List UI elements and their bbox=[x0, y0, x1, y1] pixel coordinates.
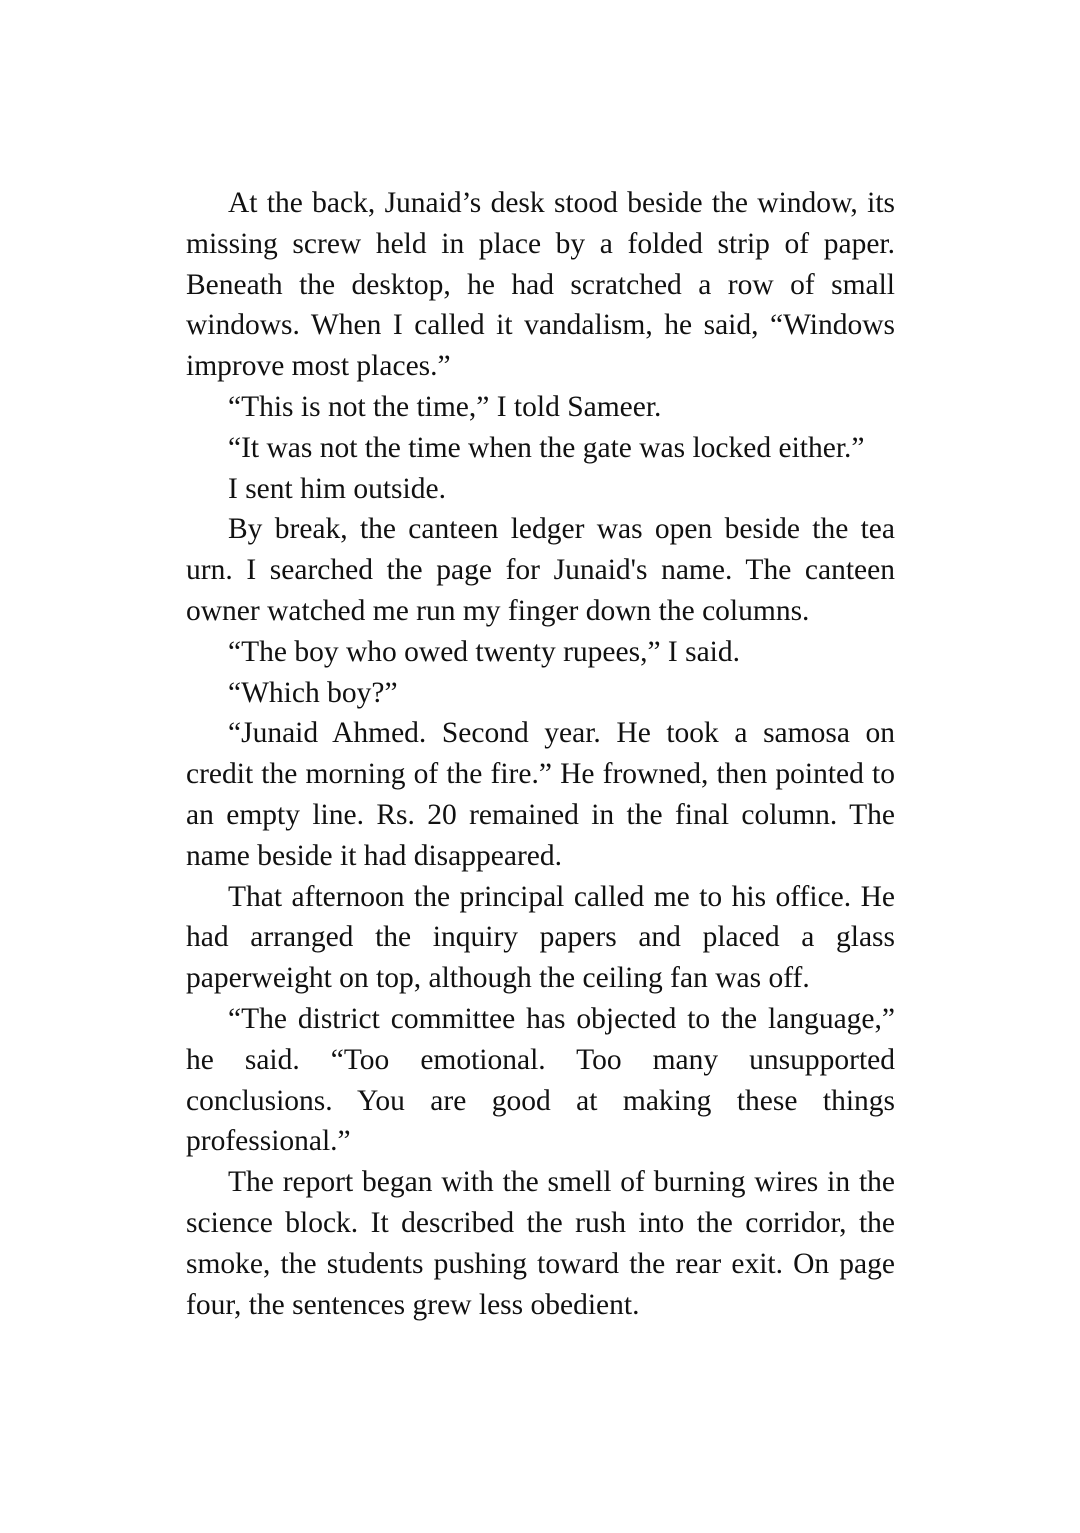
paragraph: The report began with the smell of burning wires in the science block. It described the rush into the corridor, the smoke, the students pushing toward the rear exit. On page four, the sentences grew less obedient. bbox=[186, 1166, 895, 1321]
paragraph: I sent him outside. bbox=[228, 472, 446, 505]
paragraph: “It was not the time when the gate was locked either.” bbox=[228, 431, 865, 464]
paragraph: By break, the canteen ledger was open beside the tea urn. I searched the page for Junaid's name. The canteen owner watched me run my finger down the columns. bbox=[186, 513, 895, 627]
paragraph: “This is not the time,” I told Sameer. bbox=[228, 390, 662, 423]
paragraph: “The boy who owed twenty rupees,” I said. bbox=[228, 635, 741, 668]
paragraph: That afternoon the principal called me to his office. He had arranged the inquiry papers and placed a glass paperweight on top, although the ceiling fan was off. bbox=[186, 880, 895, 995]
document-page bbox=[186, 183, 895, 1325]
paragraph: “The district committee has objected to the language,” he said. “Too emotional. Too many unsupported conclusions. You are good at making these things professional.” bbox=[186, 1002, 895, 1158]
paragraph: “Which boy?” bbox=[228, 676, 398, 709]
paragraph: At the back, Junaid’s desk stood beside the window, its missing screw held in place by a folded strip of paper. Beneath the desktop, he had scratched a row of small windows. When I called it vandalism, he said, “Windows improve most places.” bbox=[186, 187, 895, 383]
paragraph: “Junaid Ahmed. Second year. He took a samosa on credit the morning of the fire.” He frowned, then pointed to an empty line. Rs. 20 remained in the final column. The name beside it had disappeared. bbox=[186, 717, 895, 872]
